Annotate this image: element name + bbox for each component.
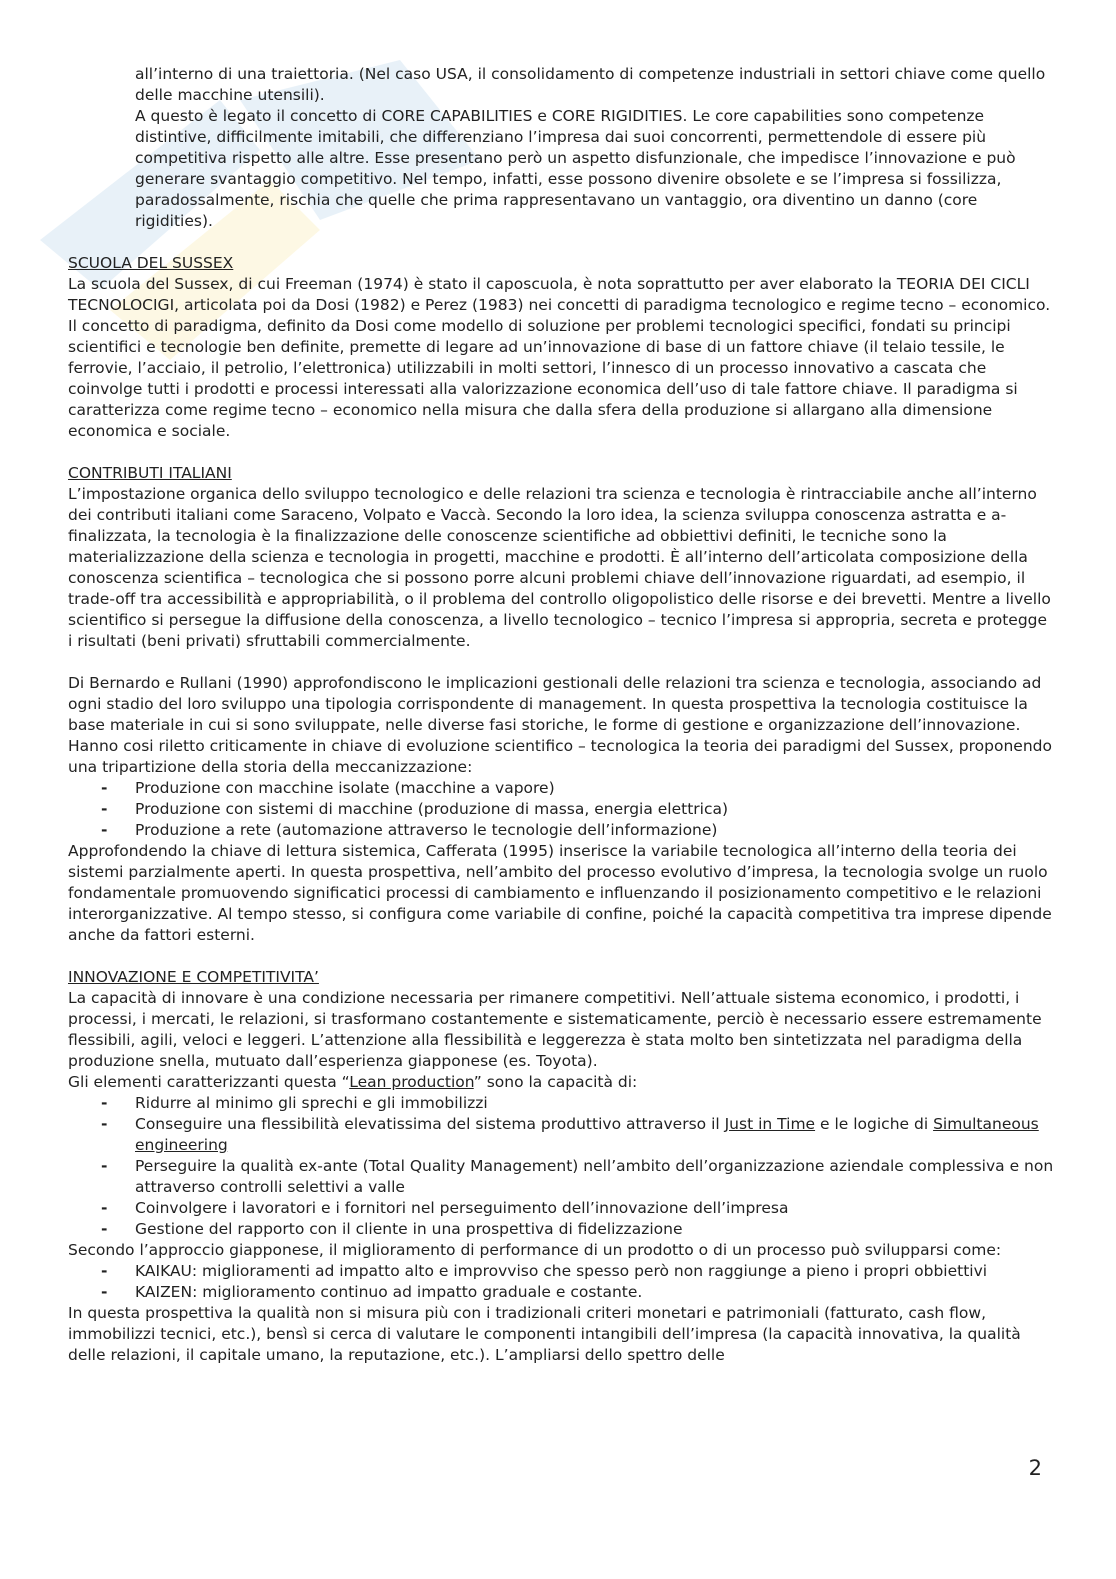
- lean-production-intro: Gli elementi caratterizzanti questa “Lean production” sono la capacità di:: [68, 1073, 638, 1091]
- intro-paragraph-1: all’interno di una traiettoria. (Nel caso USA, il consolidamento di competenze industriali in settori chiave come quello delle macchine utensili).: [135, 65, 1046, 104]
- list-item: - Produzione con macchine isolate (macchine a vapore): [101, 779, 555, 797]
- intro-block: [68, 64, 1054, 232]
- list-item: - Produzione a rete (automazione attraverso le tecnologie dell’informazione): [101, 821, 718, 839]
- italiani-paragraph-3: Approfondendo la chiave di lettura sistemica, Cafferata (1995) inserisce la variabile tecnologica all’interno della teoria dei sistemi parzialmente aperti. In questa prospettiva, nell’ambito del processo evolutivo d’impresa, la tecnologia svolge un ruolo fondamentale promuovendo significatici processi di cambiamento e influenzando il posizionamento competitivo e le relazioni interorganizzative. Al tempo stesso, si configura come variabile di confine, poiché la capacità competitiva tra imprese dipende anche da fattori esterni.: [68, 842, 1052, 944]
- section-heading-innovazione: INNOVAZIONE E COMPETITIVITA’: [68, 968, 319, 986]
- italiani-paragraph-1: L’impostazione organica dello sviluppo tecnologico e delle relazioni tra scienza e tecnologia è rintracciabile anche all’interno dei contributi italiani come Saraceno, Volpato e Vaccà. Secondo la loro idea, la scienza sviluppa conoscenza astratta e a-finalizzata, la tecnologia è la finalizzazione delle conoscenze scientifiche ad obbiettivi definiti, le tecniche sono la materializzazione della scienza e tecnologia in progetti, macchine e prodotti. È all’interno dell’articolata composizione della conoscenza scientifica – tecnologica che si possono porre alcuni problemi chiave dell’innovazione riguardati, ad esempio, il trade-off tra accessibilità e appropriabilità, o il problema del controllo oligopolistico delle risorse e dei brevetti. Mentre a livello scientifico si persegue la diffusione della conoscenza, a livello tecnologico – tecnico l’impresa si appropria, secreta e protegge i risultati (beni privati) sfruttabili commercialmente.: [68, 485, 1051, 650]
- section-heading-sussex: SCUOLA DEL SUSSEX: [68, 254, 234, 272]
- intro-paragraph-2: A questo è legato il concetto di CORE CAPABILITIES e CORE RIGIDITIES. Le core capabilities sono competenze distintive, difficilmente imitabili, che differenziano l’impresa dai suoi concorrenti, permettendole di essere più competitiva rispetto alle altre. Esse presentano però un aspetto disfunzionale, che impedisce l’innovazione e può generare svantaggio competitivo. Nel tempo, infatti, esse possono divenire obsolete e se l’impresa si fossilizza, paradossalmente, rischia che quelle che prima rappresentavano un vantaggio, ora diventino un danno (core rigidities).: [135, 107, 1016, 230]
- list-item: - Conseguire una flessibilità elevatissima del sistema produttivo attraverso il Just in Time e le logiche di Simultaneous engineering: [101, 1115, 1039, 1154]
- section-heading-contributi-italiani: CONTRIBUTI ITALIANI: [68, 464, 232, 482]
- document-body: [68, 64, 1054, 1366]
- simultaneous-engineering-term: Simultaneous engineering: [135, 1115, 1039, 1154]
- list-item: - Ridurre al minimo gli sprechi e gli immobilizzi: [101, 1094, 488, 1112]
- list-item: - Perseguire la qualità ex-ante (Total Quality Management) nell’ambito dell’organizzazione aziendale complessiva e non attraverso controlli selettivi a valle: [101, 1157, 1054, 1196]
- list-item: - KAIKAU: miglioramenti ad impatto alto e improvviso che spesso però non raggiunge a pieno i propri obbiettivi: [101, 1262, 988, 1280]
- italiani-paragraph-2: Di Bernardo e Rullani (1990) approfondiscono le implicazioni gestionali delle relazioni tra scienza e tecnologia, associando ad ogni stadio del loro sviluppo una tipologia corrispondente di management. In questa prospettiva la tecnologia costituisce la base materiale in cui si sono sviluppate, nelle diverse fasi storiche, le forme di gestione e organizzazione dell’innovazione. Hanno cosi riletto criticamente in chiave di evoluzione scientifico – tecnologica la teoria dei paradigmi del Sussex, proponendo una tripartizione della storia della meccanizzazione:: [68, 674, 1052, 776]
- list-item: - KAIZEN: miglioramento continuo ad impatto graduale e costante.: [101, 1283, 643, 1301]
- approccio-giapponese: Secondo l’approccio giapponese, il miglioramento di performance di un prodotto o di un processo può svilupparsi come:: [68, 1241, 1002, 1259]
- kaikau-kaizen-list: [68, 1261, 1054, 1303]
- page-number: 2: [1028, 1456, 1042, 1480]
- lean-production-term: Lean production: [349, 1073, 474, 1091]
- list-item: - Gestione del rapporto con il cliente in una prospettiva di fidelizzazione: [101, 1220, 683, 1238]
- list-item: - Produzione con sistemi di macchine (produzione di massa, energia elettrica): [101, 800, 729, 818]
- closing-paragraph: In questa prospettiva la qualità non si misura più con i tradizionali criteri monetari e patrimoniali (fatturato, cash flow, immobilizzi tecnici, etc.), bensì si cerca di valutare le componenti intangibili dell’impresa (la capacità innovativa, la qualità delle relazioni, il capitale umano, la reputazione, etc.). L’ampliarsi dello spettro delle: [68, 1304, 1021, 1364]
- just-in-time-term: Just in Time: [724, 1115, 816, 1133]
- innovazione-paragraph: La capacità di innovare è una condizione necessaria per rimanere competitivi. Nell’attuale sistema economico, i prodotti, i processi, i mercati, le relazioni, si trasformano costantemente e sistematicamente, perciò è necessario essere estremamente flessibili, agili, veloci e leggeri. L’attenzione alla flessibilità e leggerezza è stata molto ben sintetizzata nel paradigma della produzione snella, mutuato dall’esperienza giapponese (es. Toyota).: [68, 989, 1042, 1070]
- lean-production-list: [68, 1093, 1054, 1240]
- list-item: - Coinvolgere i lavoratori e i fornitori nel perseguimento dell’innovazione dell’impresa: [101, 1199, 789, 1217]
- mechanization-list: [68, 778, 1054, 841]
- sussex-paragraph: La scuola del Sussex, di cui Freeman (1974) è stato il caposcuola, è nota soprattutto per aver elaborato la TEORIA DEI CICLI TECNOLOCIGI, articolata poi da Dosi (1982) e Perez (1983) nei concetti di paradigma tecnologico e regime tecno – economico. Il concetto di paradigma, definito da Dosi come modello di soluzione per problemi tecnologici specifici, fondati su principi scientifici e tecnologie ben definite, premette di legare ad un’innovazione di base di un fattore chiave (il telaio tessile, le ferrovie, l’acciaio, il petrolio, l’elettronica) utilizzabili in molti settori, l’innesco di un processo innovativo a cascata che coinvolge tutti i prodotti e processi interessati alla valorizzazione economica dell’uso di tale fattore chiave. Il paradigma si caratterizza come regime tecno – economico nella misura che dalla sfera della produzione si allargano alla dimensione economica e sociale.: [68, 275, 1051, 440]
